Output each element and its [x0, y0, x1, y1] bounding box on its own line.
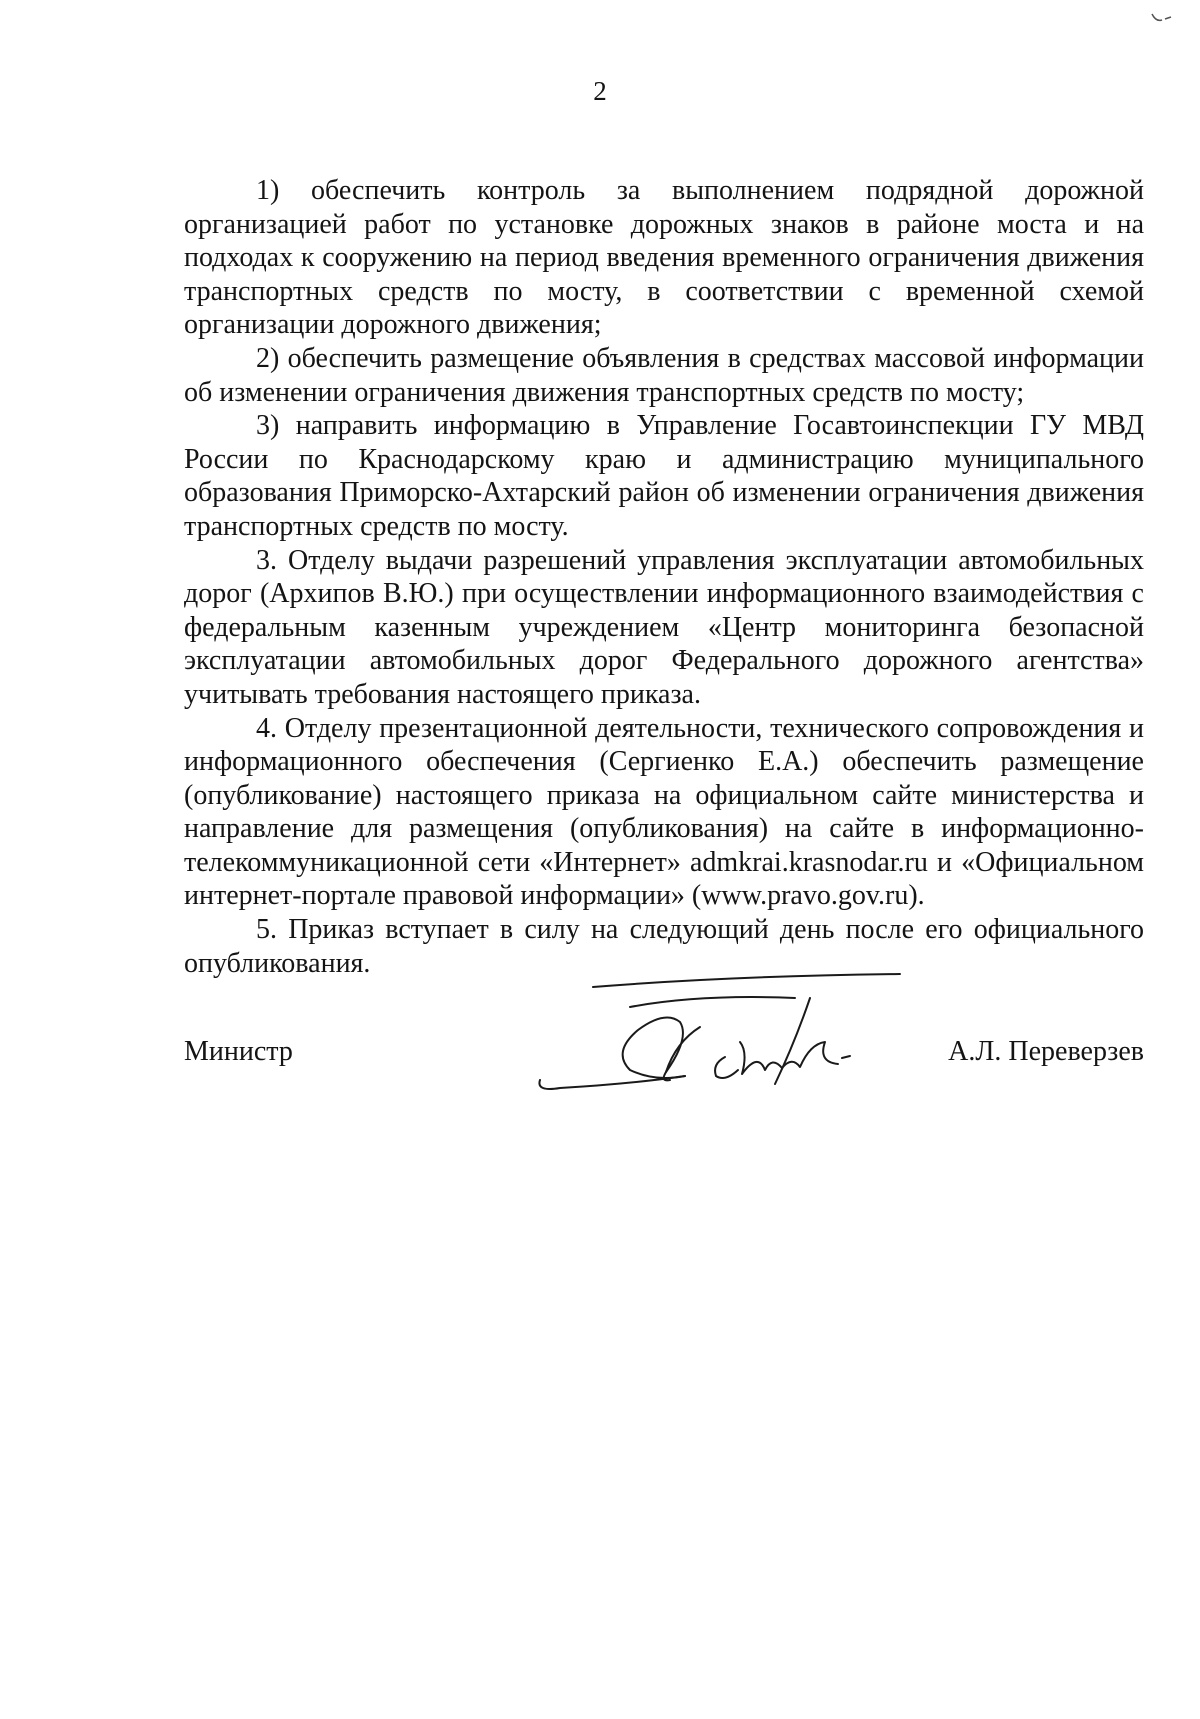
paragraph-3: 3. Отделу выдачи разрешений управления эксплуатации автомобильных дорог (Архипов В.Ю.) при осуществлении информационного взаимодействия с федеральным казенным учреждением «Центр мониторинга безопасной эксплуатации автомобильных дорог Федерального дорожного агентства» учитывать требования настоящего приказа.: [184, 544, 1144, 710]
paragraph-1-3: 3) направить информацию в Управление Госавтоинспекции ГУ МВД России по Краснодарскому краю и администрацию муниципального образования Приморско-Ахтарский район об изменении ограничения движения транспортных средств по мосту.: [184, 410, 1144, 542]
page-number: 2: [593, 76, 607, 106]
signatory-name: А.Л. Переверзев: [948, 1036, 1144, 1067]
signatory-title: Министр: [184, 1036, 293, 1067]
paragraph-1-2: 2) обеспечить размещение объявления в средствах массовой информации об изменении ограничения движения транспортных средств по мосту;: [184, 342, 1144, 408]
paragraph-4: 4. Отделу презентационной деятельности, технического сопровождения и информационного обеспечения (Сергиенко Е.А.) обеспечить размещение (опубликование) настоящего приказа на официальном сайте министерства и направление для размещения (опубликования) на сайте в информационно-телекоммуникационной сети «Интернет» admkrai.krasnodar.ru и «Официальном интернет-портале правовой информации» (www.pravo.gov.ru).: [184, 712, 1144, 912]
paragraph-1-1: 1) обеспечить контроль за выполнением подрядной дорожной организацией работ по установке дорожных знаков в районе моста и на подходах к сооружению на период введения временного ограничения движения транспортных средств по мосту, в соответствии с временной схемой организации дорожного движения;: [184, 175, 1144, 341]
paragraph-5: 5. Приказ вступает в силу на следующий день после его официального опубликования.: [184, 914, 1144, 979]
scan-mark: [1150, 10, 1174, 24]
document-body: [184, 174, 1144, 980]
signature-row: [184, 1036, 1144, 1076]
